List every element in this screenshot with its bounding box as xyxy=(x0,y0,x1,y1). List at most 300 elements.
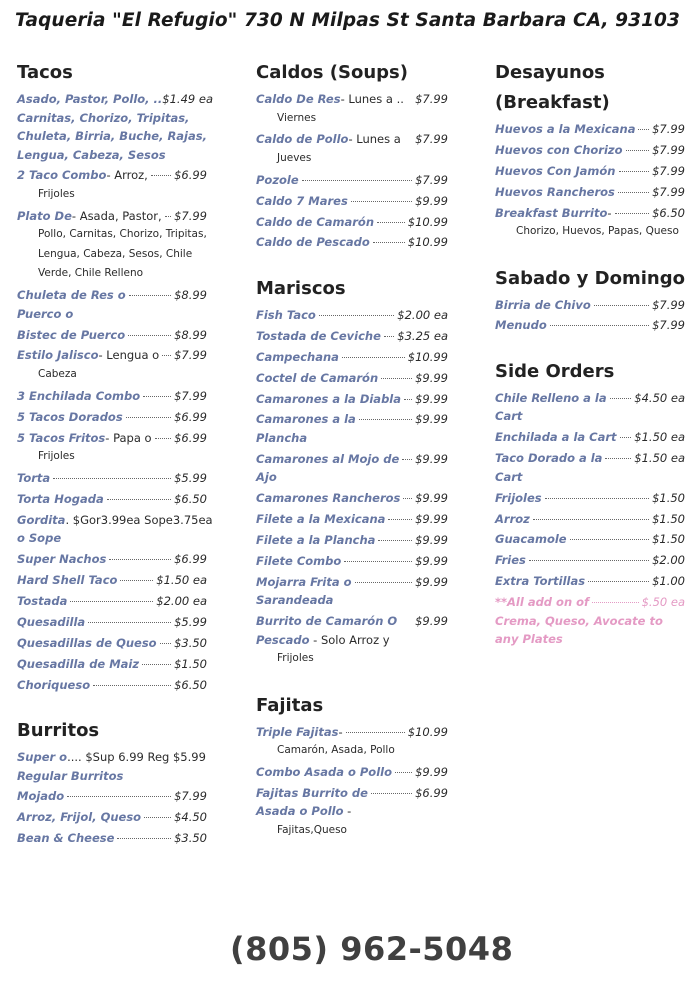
menu-item-price: $10.99 xyxy=(407,214,448,229)
dot-leader xyxy=(610,398,632,399)
menu-item-continuation xyxy=(17,529,207,548)
menu-item-line xyxy=(17,511,213,530)
dot-leader xyxy=(142,664,171,665)
menu-item-continuation xyxy=(17,109,207,165)
dot-leader xyxy=(402,459,412,460)
menu-item xyxy=(256,489,448,508)
continuation-text: Asada o Pollo xyxy=(256,804,344,819)
menu-item-name: Caldo de Pescado xyxy=(256,235,370,250)
dot-leader xyxy=(605,458,631,459)
menu-item xyxy=(495,162,685,181)
menu-item-line xyxy=(17,387,207,406)
menu-item xyxy=(256,171,448,190)
menu-item-price: $9.99 xyxy=(415,532,448,547)
menu-item-name: Asado, Pastor, Pollo, .. xyxy=(17,92,163,106)
menu-item-price: $10.99 xyxy=(407,724,448,739)
menu-item-name: Tostada de Ceviche xyxy=(256,328,381,343)
menu-item-line xyxy=(256,784,448,803)
menu-item-line xyxy=(256,612,448,631)
continuation-text: o Sope xyxy=(17,531,62,546)
menu-item-name: Huevos a la Mexicana xyxy=(495,122,636,136)
dot-leader xyxy=(302,180,412,181)
menu-item xyxy=(17,829,207,848)
menu-item-price: $9.99 xyxy=(415,765,448,780)
menu-item-price: $9.99 xyxy=(415,614,448,629)
dot-leader xyxy=(533,519,649,520)
menu-item-price: $7.99 xyxy=(415,132,448,147)
continuation-text: Ajo xyxy=(256,470,277,485)
menu-item-line xyxy=(495,449,685,468)
menu-item-line xyxy=(17,207,207,226)
dot-leader xyxy=(618,192,649,193)
menu-item-price: $6.99 xyxy=(174,430,207,445)
menu-item-name: Triple Fajitas xyxy=(256,724,339,739)
menu-item-line xyxy=(17,286,207,305)
menu-item-line xyxy=(256,192,448,211)
menu-item xyxy=(17,207,207,284)
menu-item-price: $1.50 ea xyxy=(156,573,207,588)
dot-leader xyxy=(529,560,649,561)
menu-item xyxy=(17,511,213,548)
menu-item xyxy=(17,90,213,164)
menu-item-name: Breakfast Burrito xyxy=(495,205,608,220)
dot-leader xyxy=(93,685,171,686)
menu-item-line xyxy=(256,306,448,325)
dot-leader xyxy=(381,378,412,379)
menu-item-price: $7.99 xyxy=(652,122,685,136)
dot-leader xyxy=(355,582,413,583)
menu-item xyxy=(495,204,685,242)
menu-item-price: $9.99 xyxy=(415,412,448,427)
dot-leader xyxy=(129,295,171,296)
menu-item-note: . $Gor3.99ea Sope3.75ea xyxy=(65,512,213,527)
menu-item-details: Viernes xyxy=(277,111,317,124)
menu-item-line xyxy=(495,296,685,315)
dot-leader xyxy=(53,478,171,479)
menu-item-continuation xyxy=(17,767,207,786)
menu-item-continuation xyxy=(495,468,685,487)
menu-item-continuation xyxy=(256,802,448,821)
menu-item-price: $9.99 xyxy=(415,491,448,506)
menu-item-name: Taco Dorado a la xyxy=(495,451,603,466)
menu-item-price: $7.99 xyxy=(415,92,448,106)
menu-item-name: Birria de Chivo xyxy=(495,297,591,312)
phone-number: (805) 962-5048 xyxy=(230,930,514,968)
menu-item-line xyxy=(17,829,207,848)
menu-item-line xyxy=(495,551,685,570)
menu-item-price: $7.99 xyxy=(652,297,685,312)
dot-leader xyxy=(588,581,649,582)
dot-leader xyxy=(67,796,171,797)
menu-item-line xyxy=(17,676,207,695)
menu-item-name: Combo Asada o Pollo xyxy=(256,765,392,780)
menu-section xyxy=(495,357,685,649)
menu-item-name: Mojado xyxy=(17,789,65,804)
menu-item xyxy=(256,233,448,252)
menu-item-name: Enchilada a la Cart xyxy=(495,430,617,445)
menu-item-price: $4.50 xyxy=(174,810,207,825)
menu-item-line xyxy=(17,429,207,448)
menu-item xyxy=(495,389,685,426)
menu-item-name: Quesadilla de Maiz xyxy=(17,656,140,671)
menu-item-price: $9.99 xyxy=(415,391,448,406)
dot-leader xyxy=(395,772,412,773)
continuation-text: Regular Burritos xyxy=(17,768,124,783)
dot-leader xyxy=(615,213,650,214)
menu-item-details: Jueves xyxy=(277,151,312,164)
dot-leader xyxy=(638,129,649,130)
menu-item-price: $7.99 xyxy=(652,184,685,199)
menu-item xyxy=(17,634,207,653)
menu-item xyxy=(256,410,448,447)
menu-item-name: Menudo xyxy=(495,318,547,333)
menu-item xyxy=(256,531,448,550)
menu-item-note: - Lengua o xyxy=(98,348,160,363)
menu-item-name: Huevos Rancheros xyxy=(495,184,615,199)
menu-item-name: Bistec de Puerco xyxy=(17,327,126,342)
menu-item-name: Caldo 7 Mares xyxy=(256,193,348,208)
menu-item-details: Chorizo, Huevos, Papas, Queso xyxy=(516,225,679,238)
dot-leader xyxy=(346,732,405,733)
menu-item-line xyxy=(495,428,685,447)
menu-item xyxy=(17,676,207,695)
menu-item xyxy=(256,784,448,841)
menu-item-name: Chile Relleno a la xyxy=(495,390,607,405)
menu-item-name: Camarones al Mojo de xyxy=(256,451,400,466)
menu-item xyxy=(17,326,207,345)
menu-section xyxy=(495,58,685,242)
menu-item-price: $6.99 xyxy=(174,552,207,567)
dot-leader xyxy=(404,399,412,400)
menu-item-line xyxy=(495,489,685,508)
menu-item-line xyxy=(256,213,448,232)
menu-item-price: $1.50 ea xyxy=(634,430,685,445)
menu-item-line xyxy=(17,346,207,365)
menu-item-name: Chuleta de Res o xyxy=(17,288,126,303)
dot-leader xyxy=(550,325,649,326)
section-title: Tacos xyxy=(17,62,73,83)
menu-item-line xyxy=(256,390,448,409)
menu-item-line xyxy=(17,748,207,767)
dot-leader xyxy=(384,336,394,337)
menu-item-price: $6.99 xyxy=(415,785,448,800)
menu-section xyxy=(256,274,448,669)
menu-item-name: Tostada xyxy=(17,593,68,608)
menu-item-line xyxy=(17,550,207,569)
menu-item-name: Bean & Cheese xyxy=(17,831,115,846)
menu-item-note: - Lunes a xyxy=(348,132,401,147)
menu-item-price: $10.99 xyxy=(407,349,448,364)
dot-leader xyxy=(342,357,405,358)
menu-item-price: $.50 ea xyxy=(641,595,685,610)
menu-item-price: $9.99 xyxy=(415,512,448,527)
dot-leader xyxy=(359,419,412,420)
menu-item xyxy=(17,808,207,827)
menu-item-name: 5 Tacos Dorados xyxy=(17,409,123,424)
dot-leader xyxy=(88,622,171,623)
dot-leader xyxy=(117,838,171,839)
menu-section xyxy=(17,716,207,848)
menu-item-note: - Lunes a .. xyxy=(340,92,404,106)
menu-item-name: Fries xyxy=(495,553,526,568)
menu-item-line xyxy=(256,552,448,571)
menu-item-name: Camarones a la xyxy=(256,412,356,427)
menu-item-note: - Papa o xyxy=(105,430,152,445)
menu-item xyxy=(17,592,207,611)
menu-item-name: Super o xyxy=(17,750,68,765)
menu-item-price: $3.50 xyxy=(174,831,207,846)
menu-item-price: $7.99 xyxy=(174,789,207,804)
section-title: Side Orders xyxy=(495,360,615,382)
menu-item-note: - xyxy=(607,205,612,220)
continuation-text: Carnitas, Chorizo, Tripitas, Chuleta, Birria, Buche, Rajas, Lengua, Cabeza, Sesos xyxy=(17,110,207,162)
dot-leader xyxy=(619,171,650,172)
section-title: Sabado y Domingo xyxy=(495,267,685,289)
menu-item xyxy=(495,120,685,139)
menu-item-line xyxy=(495,120,685,139)
menu-item xyxy=(256,130,448,168)
dot-leader xyxy=(143,396,171,397)
menu-item-name: 2 Taco Combo xyxy=(17,168,107,183)
menu-item-price: $3.25 ea xyxy=(397,328,448,343)
menu-item-name: Arroz, Frijol, Queso xyxy=(17,810,142,825)
menu-item xyxy=(17,429,207,467)
menu-item-name: Torta Hogada xyxy=(17,491,104,506)
menu-item-price: $1.00 xyxy=(652,574,685,589)
menu-item-line xyxy=(495,316,685,335)
menu-item-line xyxy=(17,613,207,632)
menu-item-line xyxy=(495,572,685,591)
menu-item xyxy=(17,655,207,674)
dot-leader xyxy=(126,417,171,418)
menu-item-name: Fish Taco xyxy=(256,307,316,322)
menu-item-note: - Asada, Pastor, xyxy=(71,208,162,223)
menu-item-price: $5.99 xyxy=(174,614,207,629)
menu-item-details: Frijoles xyxy=(38,450,75,463)
section-title: Burritos xyxy=(17,720,100,742)
menu-item-name: Quesadillas de Queso xyxy=(17,635,157,650)
dot-leader xyxy=(545,498,649,499)
menu-item-name: Quesadilla xyxy=(17,614,86,629)
menu-item xyxy=(256,450,448,487)
menu-item xyxy=(256,612,448,669)
menu-item-line xyxy=(495,183,685,202)
menu-item-line xyxy=(17,808,207,827)
dot-leader xyxy=(371,793,412,794)
menu-item-name: Filete a la Plancha xyxy=(256,532,376,547)
menu-item-line xyxy=(17,655,207,674)
menu-item-details: Frijoles xyxy=(277,652,314,665)
dot-leader xyxy=(70,601,153,602)
menu-item xyxy=(495,510,685,529)
dot-leader xyxy=(155,438,171,439)
menu-item-details: Cabeza xyxy=(38,367,77,380)
menu-item-name: 3 Enchilada Combo xyxy=(17,388,141,403)
menu-item xyxy=(17,613,207,632)
menu-item-price: $6.50 xyxy=(174,677,207,692)
menu-item-line xyxy=(256,723,448,742)
dot-leader xyxy=(160,643,171,644)
menu-item-price: $6.50 xyxy=(652,205,685,220)
menu-item-name: Camarones a la Diabla xyxy=(256,391,402,406)
section-title: Mariscos xyxy=(256,277,346,299)
menu-item-name: Huevos con Chorizo xyxy=(495,142,623,157)
section-title: Caldos (Soups) xyxy=(256,62,408,83)
menu-item-price: $7.99 xyxy=(652,142,685,157)
menu-item-price: $9.99 xyxy=(415,553,448,568)
menu-item-line xyxy=(256,171,448,190)
menu-item-details: Pollo, Carnitas, Chorizo, Tripitas, Lengua, Cabeza, Sesos, Chile Verde, Chile Relleno xyxy=(38,228,207,280)
dot-leader xyxy=(378,540,412,541)
menu-item-line xyxy=(17,571,207,590)
menu-item-line xyxy=(256,327,448,346)
menu-item-name: Gordita xyxy=(17,512,66,527)
menu-item-line xyxy=(495,389,685,408)
menu-item-price: $1.50 xyxy=(652,532,685,547)
dot-leader xyxy=(107,499,171,500)
dot-leader xyxy=(594,305,649,306)
menu-item xyxy=(256,763,448,782)
menu-item xyxy=(256,369,448,388)
menu-item xyxy=(17,748,207,785)
menu-item-price: $1.50 ea xyxy=(634,451,685,466)
menu-item-name: Extra Tortillas xyxy=(495,574,586,589)
menu-item-details: Fajitas,Queso xyxy=(277,823,347,836)
dot-leader xyxy=(162,355,171,356)
menu-item-price: $6.50 xyxy=(174,491,207,506)
menu-item-line xyxy=(495,162,685,181)
menu-item xyxy=(495,183,685,202)
menu-item xyxy=(495,428,685,447)
menu-item-line xyxy=(256,369,448,388)
menu-item-name: Plato De xyxy=(17,208,72,223)
menu-item-line xyxy=(495,510,685,529)
menu-item xyxy=(17,346,207,384)
menu-item xyxy=(495,489,685,508)
continuation-text: Cart xyxy=(495,409,523,424)
menu-item-note: .... $Sup 6.99 Reg $5.99 xyxy=(67,750,206,765)
continuation-text: Puerco o xyxy=(17,306,74,321)
menu-item-name: Huevos Con Jamón xyxy=(495,163,616,178)
menu-item-price: $2.00 ea xyxy=(397,307,448,322)
menu-item-name: Torta xyxy=(17,471,51,486)
menu-item xyxy=(17,469,207,488)
menu-item-price: $8.99 xyxy=(174,327,207,342)
menu-item-price: $1.50 xyxy=(652,490,685,505)
menu-item-name: Pozole xyxy=(256,172,299,187)
continuation-text: Plancha xyxy=(256,430,308,445)
menu-item-price: $7.99 xyxy=(174,208,207,223)
dot-leader xyxy=(319,315,395,316)
menu-item xyxy=(17,787,207,806)
menu-item-name: Estilo Jalisco xyxy=(17,348,99,363)
menu-item-details: Frijoles xyxy=(38,187,75,200)
menu-column-1 xyxy=(17,58,213,870)
menu-item xyxy=(17,286,207,323)
dot-leader xyxy=(128,335,171,336)
menu-item-line xyxy=(17,408,207,427)
menu-item-line xyxy=(495,141,685,160)
menu-item xyxy=(495,449,685,486)
menu-column-2 xyxy=(256,58,448,862)
menu-item-name: Choriqueso xyxy=(17,677,91,692)
menu-item xyxy=(495,316,685,335)
menu-item-line xyxy=(256,450,448,469)
menu-item-line xyxy=(17,787,207,806)
menu-item-price: $5.99 xyxy=(174,471,207,486)
dot-leader xyxy=(403,498,412,499)
menu-item-line xyxy=(17,634,207,653)
menu-item xyxy=(17,166,207,204)
menu-item-price: $9.99 xyxy=(415,193,448,208)
menu-item-price: $1.49 ea xyxy=(162,92,213,106)
menu-item-price: $6.99 xyxy=(174,168,207,183)
dot-leader xyxy=(626,150,650,151)
menu-item-name: Mojarra Frita o xyxy=(256,574,352,589)
menu-item-price: $4.50 ea xyxy=(634,390,685,405)
menu-item-continuation xyxy=(495,407,685,426)
continuation-text: Crema, Queso, Avocate to any Plates xyxy=(495,613,663,647)
menu-item-line xyxy=(495,530,685,549)
dot-leader xyxy=(592,602,639,603)
menu-item-price: $3.50 xyxy=(174,635,207,650)
restaurant-header: Taqueria "El Refugio" 730 N Milpas St Santa Barbara CA, 93103 xyxy=(14,10,681,31)
menu-item-price: $7.99 xyxy=(174,348,207,363)
menu-item-price: $2.00 ea xyxy=(156,593,207,608)
menu-item-line xyxy=(495,593,685,612)
menu-item-note: - xyxy=(338,724,343,739)
menu-item-continuation xyxy=(256,591,448,610)
menu-item-line xyxy=(256,90,448,109)
menu-item-line xyxy=(256,531,448,550)
dot-leader xyxy=(144,817,171,818)
menu-item-line xyxy=(256,348,448,367)
menu-item xyxy=(495,141,685,160)
menu-item-line xyxy=(256,763,448,782)
continuation-note: - xyxy=(343,804,352,819)
dot-leader xyxy=(388,519,412,520)
menu-item xyxy=(256,306,448,325)
menu-item-name: Camarones Rancheros xyxy=(256,491,401,506)
menu-item-continuation xyxy=(256,468,448,487)
continuation-note: - Solo Arroz y xyxy=(309,632,390,647)
menu-item-price: $9.99 xyxy=(415,451,448,466)
menu-item-name: Filete Combo xyxy=(256,553,342,568)
continuation-text: Pescado xyxy=(256,632,310,647)
menu-item xyxy=(495,551,685,570)
menu-item-continuation xyxy=(256,429,448,448)
menu-item-name: **All add on of xyxy=(495,595,590,610)
menu-item xyxy=(17,550,207,569)
menu-section xyxy=(256,58,448,252)
dot-leader xyxy=(165,216,171,217)
menu-item xyxy=(17,490,207,509)
menu-item-line xyxy=(17,469,207,488)
menu-item-price: $9.99 xyxy=(415,574,448,589)
menu-item xyxy=(256,348,448,367)
continuation-text: Sarandeada xyxy=(256,593,334,608)
menu-item xyxy=(256,390,448,409)
menu-column-3 xyxy=(495,58,685,671)
menu-item-name: Burrito de Camarón O xyxy=(256,614,398,629)
menu-item xyxy=(256,723,448,761)
dot-leader xyxy=(344,561,412,562)
menu-item-name: 5 Tacos Fritos xyxy=(17,430,106,445)
menu-item-price: $2.00 xyxy=(652,553,685,568)
menu-item-line xyxy=(256,233,448,252)
menu-item xyxy=(256,510,448,529)
menu-item xyxy=(495,296,685,315)
